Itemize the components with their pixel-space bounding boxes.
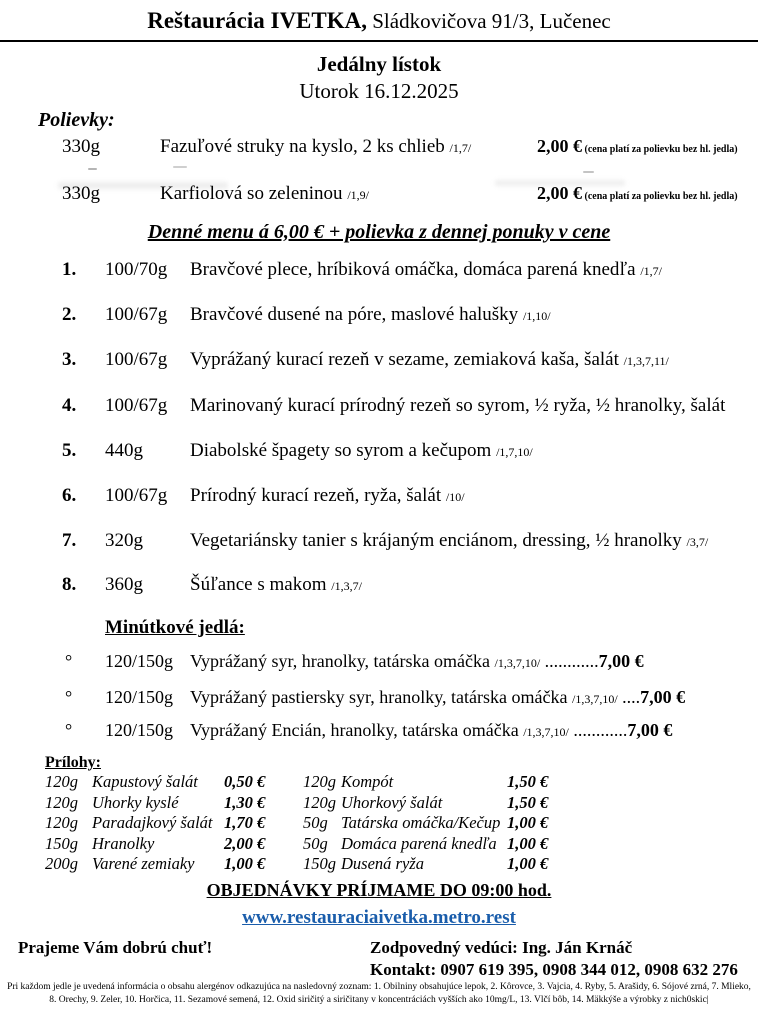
side-price: 0,50 €: [224, 772, 266, 791]
soup-weight: 330g: [62, 183, 100, 204]
item-number: 1.: [62, 259, 77, 280]
menu-item-row: [0, 485, 758, 509]
side-name: Uhorky kyslé: [92, 792, 179, 812]
item-name: Marinovaný kurací prírodný rezeň so syrom, ½ ryža, ½ hranolky, šalát: [190, 395, 726, 416]
item-allergens: /10/: [445, 490, 465, 504]
menu-item-row: [0, 304, 758, 328]
manager-text: Zodpovedný vedúci: Ing. Ján Krnáč: [370, 938, 633, 957]
item-allergens: /3,7/: [686, 535, 709, 549]
side-weight: 120g: [45, 813, 78, 832]
item-number: 4.: [62, 395, 77, 416]
item-weight: 100/67g: [105, 349, 168, 370]
minute-name: Vyprážaný Encián, hranolky, tatárska omáčka: [190, 720, 524, 740]
soup-weight: 330g: [62, 136, 100, 157]
item-name: Diabolské špagety so syrom a kečupom: [190, 440, 497, 461]
minute-allergens: /1,3,7,10/: [571, 692, 618, 706]
menu-item-row: [0, 440, 758, 464]
soup-price-note: (cena platí za polievku bez hl. jedla): [582, 191, 738, 202]
sides-row: [45, 793, 645, 814]
side-price: 1,30 €: [224, 792, 266, 812]
item-weight: 440g: [105, 440, 143, 461]
side-price: 1,00 €: [507, 833, 549, 853]
minute-row: [0, 651, 758, 675]
minute-name: Vyprážaný pastiersky syr, hranolky, tatárska omáčka: [190, 687, 572, 707]
website-row: [0, 907, 758, 929]
minute-weight: 120/150g: [105, 687, 174, 707]
side-weight: 120g: [45, 792, 78, 812]
minute-allergens: /1,3,7,10/: [494, 656, 541, 670]
minute-bullet: °: [65, 687, 73, 707]
sides-row: [45, 834, 645, 855]
sides-heading: Prílohy:: [45, 754, 101, 771]
minute-row: [0, 720, 758, 744]
item-name: Bravčové dusené na póre, maslové halušky: [190, 304, 523, 325]
item-number: 7.: [62, 530, 77, 551]
item-weight: 320g: [105, 530, 143, 551]
item-weight: 100/67g: [105, 304, 168, 325]
soup-price: 2,00 €: [537, 183, 582, 203]
side-weight: 50g: [303, 833, 328, 853]
side-weight: 150g: [45, 833, 78, 853]
minute-price: 7,00 €: [640, 687, 686, 707]
minute-weight: 120/150g: [105, 720, 174, 740]
item-allergens: /1,3,7/: [331, 579, 362, 593]
sides-row: [45, 813, 645, 834]
restaurant-name: Reštaurácia IVETKA,: [147, 8, 367, 33]
side-weight: 120g: [45, 772, 78, 791]
side-price: 1,00 €: [224, 854, 266, 873]
minute-row: [0, 687, 758, 711]
soup-allergens: /1,9/: [347, 188, 369, 202]
item-weight: 100/67g: [105, 485, 168, 506]
minute-bullet: °: [65, 720, 73, 740]
header-title: [0, 8, 758, 34]
sides-row: [45, 854, 645, 875]
soup-price-note: (cena platí za polievku bez hl. jedla): [582, 144, 738, 155]
item-number: 8.: [62, 574, 77, 595]
item-allergens: /1,3,7,11/: [623, 354, 669, 368]
side-price: 1,50 €: [507, 792, 549, 812]
dot-leader: ....: [617, 687, 641, 707]
item-name: Prírodný kurací rezeň, ryža, šalát: [190, 485, 446, 506]
contact-text: Kontakt: 0907 619 395, 0908 344 012, 0908 632 276: [370, 960, 738, 979]
item-name: Bravčové plece, hríbiková omáčka, domáca parená knedľa: [190, 259, 641, 280]
website-link[interactable]: www.restauraciaivetka.metro.rest: [242, 907, 516, 928]
menu-item-row: [0, 530, 758, 554]
menu-title: Jedálny lístok: [316, 52, 442, 76]
minute-meals-heading: Minútkové jedlá:: [105, 617, 245, 638]
side-price: 1,00 €: [507, 813, 549, 832]
side-weight: 120g: [303, 792, 336, 812]
menu-item-row: [0, 574, 758, 598]
allergen-note-line1: Pri každom jedle je uvedená informácia o obsahu alergénov odkazujúca na nasledovný zoznam: 1. Obilniny obsahujúce lepok, 2. Kôrovce, 3. Vajcia, 4. Ryby, 5. Arašidy, 6. Sójové zrná, 7. Mlieko,: [7, 982, 751, 992]
side-name: Varené zemiaky: [92, 854, 195, 873]
side-name: Paradajkový šalát: [92, 813, 213, 832]
item-name: Šúľance s makom: [190, 574, 332, 595]
restaurant-address: Sládkovičova 91/3, Lučenec: [367, 9, 611, 33]
sides-table: [45, 772, 645, 875]
menu-item-row: [0, 395, 758, 419]
allergen-note-line2: 8. Orechy, 9. Zeler, 10. Horčica, 11. Sezamové semená, 12. Oxid siričitý a siričitany v koncentráciách vyšších ako 10mg/L, 13. Vlčí bôb, 14. Mäkkýše a výrobky z nich0skic|: [49, 995, 709, 1005]
side-name: Hranolky: [92, 833, 155, 853]
minute-bullet: °: [65, 651, 73, 671]
wish-text: Prajeme Vám dobrú chuť!: [18, 938, 213, 957]
header-divider: [0, 40, 758, 42]
side-price: 1,50 €: [507, 772, 549, 791]
side-name: Kompót: [341, 772, 394, 791]
dot-leader: ............: [540, 651, 599, 671]
side-name: Tatárska omáčka/Kečup: [341, 813, 501, 832]
soup-row: [0, 136, 758, 160]
item-weight: 100/67g: [105, 395, 168, 416]
sides-row: [45, 772, 645, 793]
minute-price: 7,00 €: [598, 651, 644, 671]
soup-price: 2,00 €: [537, 136, 582, 156]
daily-menu-heading: Denné menu á 6,00 € + polievka z dennej ponuky v cene: [147, 221, 611, 243]
soup-allergens: /1,7/: [449, 141, 472, 155]
soup-name: Karfiolová so zeleninou: [160, 183, 348, 204]
menu-date: Utorok 16.12.2025: [299, 79, 459, 103]
minute-name: Vyprážaný syr, hranolky, tatárska omáčka: [190, 651, 495, 671]
item-number: 5.: [62, 440, 77, 461]
item-allergens: /1,10/: [522, 309, 551, 323]
minute-price: 7,00 €: [627, 720, 673, 740]
item-number: 3.: [62, 349, 77, 370]
item-weight: 360g: [105, 574, 143, 595]
minute-weight: 120/150g: [105, 651, 174, 671]
side-name: Domáca parená knedľa: [341, 833, 497, 853]
item-allergens: /1,7/: [640, 264, 662, 278]
side-price: 1,70 €: [224, 813, 266, 832]
item-allergens: /1,7,10/: [496, 445, 533, 459]
side-name: Kapustový šalát: [92, 772, 198, 791]
soup-row: [0, 183, 758, 207]
side-weight: 200g: [45, 854, 78, 873]
dot-leader: ............: [568, 720, 628, 740]
menu-item-row: [0, 259, 758, 283]
item-number: 6.: [62, 485, 77, 506]
minute-allergens: /1,3,7,10/: [523, 725, 569, 739]
soups-heading: Polievky:: [38, 109, 115, 131]
side-weight: 150g: [303, 854, 336, 873]
side-weight: 50g: [303, 813, 328, 832]
orders-notice: OBJEDNÁVKY PRÍJMAME DO 09:00 hod.: [206, 880, 552, 900]
side-name: Uhorkový šalát: [341, 792, 443, 812]
side-price: 1,00 €: [507, 854, 549, 873]
item-name: Vyprážaný kurací rezeň v sezame, zemiaková kaša, šalát: [190, 349, 624, 370]
side-price: 2,00 €: [224, 833, 266, 853]
menu-item-row: [0, 349, 758, 373]
side-name: Dusená ryža: [341, 854, 424, 873]
soup-name: Fazuľové struky na kyslo, 2 ks chlieb: [160, 136, 450, 157]
item-name: Vegetariánsky tanier s krájaným enciánom, dressing, ½ hranolky: [190, 530, 687, 551]
item-weight: 100/70g: [105, 259, 168, 280]
item-number: 2.: [62, 304, 77, 325]
side-weight: 120g: [303, 772, 336, 791]
